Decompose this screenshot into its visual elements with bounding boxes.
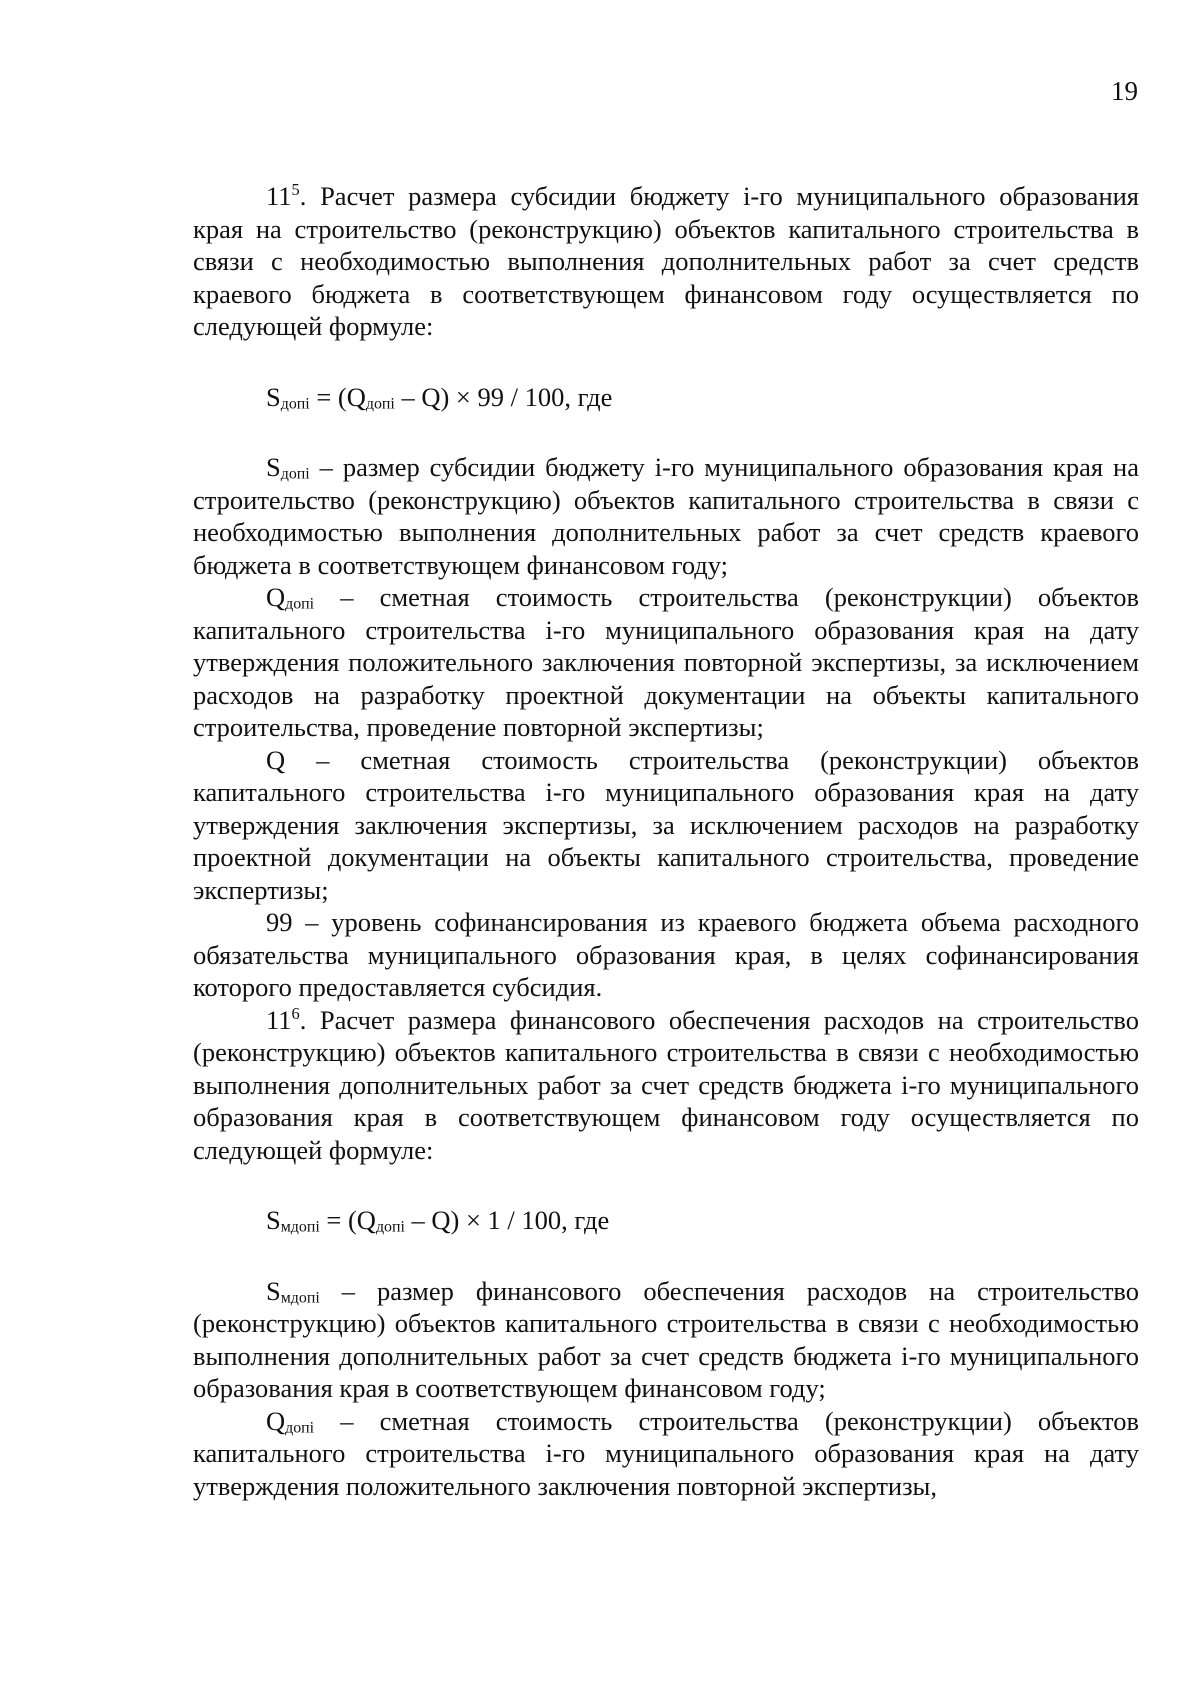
definition-text: – сметная стоимость строительства (реконструкции) объектов капитального строительства і-го муниципального образования края на дату утверждения положительного заключения повторной экспертизы, xyxy=(193,1405,1139,1501)
paragraph-11-5 xyxy=(193,180,1139,343)
definition-smdop xyxy=(193,1275,1139,1405)
definition-symbol: Q xyxy=(266,582,286,612)
formula-lhs-subscript: дoпi xyxy=(280,394,310,412)
definition-subscript: дoпi xyxy=(285,595,315,613)
paragraph-11-6 xyxy=(193,1004,1139,1167)
paragraph-text: . Расчет размера финансового обеспечения расходов на строительство (реконструкцию) объектов капитального строительства в связи с необходимостью выполнения дополнительных работ за счет средств бюджета і-го муниципального образования края в соответствующем финансовом году осуществляется по следующей формуле: xyxy=(193,1004,1139,1165)
formula-equals-q: = (Q xyxy=(319,1205,376,1235)
formula-lhs-symbol: S xyxy=(266,381,281,412)
paragraph-number: 11 xyxy=(266,181,292,211)
definition-text: – сметная стоимость строительства (реконструкции) объектов капитального строительства і-го муниципального образования края на дату утверждения положительного заключения повторной экспертизы, за исключением расходов на разработку проектной документации на объекты капитального строительства, проведение повторной экспертизы; xyxy=(193,582,1139,742)
paragraph-text: . Расчет размера субсидии бюджету і-го муниципального образования края на строительство (реконструкцию) объектов капитального строительства в связи с необходимостью выполнения дополнительных работ за счет средств краевого бюджета в соответствующем финансовом году осуществляется по следующей формуле: xyxy=(193,181,1139,341)
definition-symbol: Q xyxy=(266,1405,286,1436)
definition-subscript: дoпi xyxy=(280,465,310,483)
paragraph-number-superscript: 5 xyxy=(291,180,300,200)
formula-q-subscript: дoпi xyxy=(365,394,395,412)
formula-lhs-symbol: S xyxy=(266,1205,281,1235)
definition-qdop-2 xyxy=(193,1405,1139,1503)
formula-sdop xyxy=(193,381,1139,414)
formula-smdop xyxy=(193,1204,1139,1237)
definition-symbol: S xyxy=(266,1275,281,1306)
formula-q-subscript: дoпi xyxy=(375,1218,405,1236)
page-number: 19 xyxy=(1111,76,1138,106)
definition-99: 99 – уровень софинансирования из краевого бюджета объема расходного обязательства муниципального образования края, в целях софинансирования которого предоставляется субсидия. xyxy=(193,907,1139,1002)
formula-lhs-subscript: мдoпi xyxy=(280,1218,320,1236)
definition-text: – размер субсидии бюджету і-го муниципального образования края на строительство (реконструкцию) объектов капитального строительства в связи с необходимостью выполнения дополнительных работ за счет средств краевого бюджета в соответствующем финансовом году; xyxy=(193,452,1139,580)
definition-sdop xyxy=(193,451,1139,581)
paragraph-number: 11 xyxy=(266,1004,292,1035)
formula-rest: – Q) × 1 / 100, где xyxy=(404,1205,610,1235)
document-body xyxy=(193,180,1139,1502)
formula-rest: – Q) × 99 / 100, где xyxy=(394,381,613,412)
formula-equals-q: = (Q xyxy=(309,381,366,412)
paragraph-number-superscript: 6 xyxy=(291,1003,300,1023)
definition-symbol: S xyxy=(266,452,281,482)
definition-qdop xyxy=(193,581,1139,744)
definition-subscript: дoпi xyxy=(285,1418,315,1436)
definition-q: Q – сметная стоимость строительства (реконструкции) объектов капитального строительства і-го муниципального образования края на дату утверждения заключения экспертизы, за исключением расходов на разработку проектной документации на объекты капитального строительства, проведение экспертизы; xyxy=(193,744,1139,905)
definition-text: – размер финансового обеспечения расходов на строительство (реконструкцию) объектов капитального строительства в связи с необходимостью выполнения дополнительных работ за счет средств бюджета і-го муниципального образования края в соответствующем финансовом году; xyxy=(193,1275,1139,1403)
definition-subscript: мдoпi xyxy=(280,1288,320,1306)
